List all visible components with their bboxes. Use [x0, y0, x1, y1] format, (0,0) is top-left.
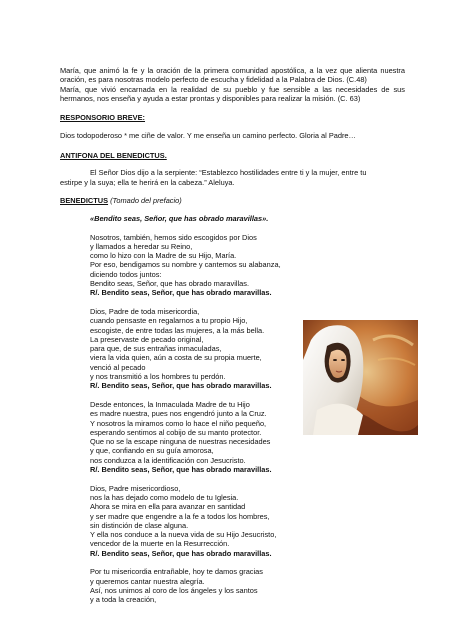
hymn-title: «Bendito seas, Señor, que has obrado maravillas». — [90, 214, 269, 223]
hymn-line: Y ella nos conduce a la nueva vida de su Hijo Jesucristo, — [90, 530, 277, 540]
hymn-line: Por tu misericordia entrañable, hoy te damos gracias — [90, 567, 263, 577]
hymn-line: venció al pecado — [90, 362, 146, 372]
intro-section — [60, 66, 405, 103]
hymn-line: y llamados a heredar su Reino, — [90, 241, 193, 251]
benedictus-heading — [60, 196, 182, 205]
hymn-refrain: R/. Bendito seas, Señor, que has obrado maravillas. — [90, 465, 272, 475]
hymn-line: La preservaste de pecado original, — [90, 334, 204, 344]
hymn-line: Así, nos unimos al coro de los ángeles y los santos — [90, 585, 258, 595]
hymn-line: Ahora se mira en ella para avanzar en santidad — [90, 502, 246, 512]
intro-paragraph-1: María, que animó la fe y la oración de la primera comunidad apostólica, a la vez que alienta nuestra oración, es para nosotras modelo perfecto de escucha y fidelidad a la Palabra de Dios. (C.48) — [60, 66, 405, 85]
antifona-line-2: estirpe y la suya; ella te herirá en la cabeza.” Aleluya. — [60, 178, 235, 187]
hymn-line: Bendito seas, Señor, que has obrado maravillas. — [90, 279, 249, 289]
hymn-line: y ser madre que engendre a la fe a todos los hombres, — [90, 511, 270, 521]
hymn-refrain: R/. Bendito seas, Señor, que has obrado maravillas. — [90, 288, 272, 298]
responsorio-heading: RESPONSORIO BREVE: — [60, 113, 146, 122]
hymn-line: nos conduzca a la identificación con Jesucristo. — [90, 455, 246, 465]
hymn-line: Dios, Padre misericordioso, — [90, 483, 181, 493]
hymn-line: Que no se la escape ninguna de nuestras necesidades — [90, 437, 271, 447]
hymn-line: Por eso, bendigamos su nombre y cantemos su alabanza, — [90, 260, 281, 270]
hymn-line: Desde entonces, la Inmaculada Madre de tu Hijo — [90, 399, 250, 409]
hymn-refrain: R/. Bendito seas, Señor, que has obrado maravillas. — [90, 548, 272, 558]
hymn — [90, 214, 320, 604]
hymn-line: escogiste, de entre todas las mujeres, a la más bella. — [90, 325, 265, 335]
hymn-line: es madre nuestra, pues nos engendró junto a la Cruz. — [90, 409, 267, 419]
hymn-line: y nos transmitió a los hombres tu perdón. — [90, 372, 226, 382]
hymn-line: diciendo todos juntos: — [90, 269, 162, 279]
antifona-line-1: El Señor Dios dijo a la serpiente: “Establezco hostilidades entre ti y la mujer, entre tu — [90, 168, 367, 177]
benedictus-label: BENEDICTUS — [60, 196, 109, 205]
antifona-heading: ANTIFONA DEL BENEDICTUS. — [60, 151, 167, 160]
hymn-line: y que, confiando en su guía amorosa, — [90, 446, 214, 456]
virgin-mary-painting — [303, 320, 418, 435]
intro-paragraph-2: María, que vivió encarnada en la realidad de su pueblo y fue sensible a las necesidades de sus hermanos, nos enseña y ayuda a estar prontas y disponibles para realizar la misión. (C. 63) — [60, 84, 405, 103]
hymn-line: vencedor de la muerte en la Resurrección. — [90, 539, 230, 549]
hymn-line: esperando sentimos al cobijo de su manto protector. — [90, 427, 262, 437]
hymn-line: y a toda la creación, — [90, 595, 157, 605]
painting-image — [303, 320, 418, 435]
hymn-line: y queremos cantar nuestra alegría. — [90, 576, 205, 586]
hymn-line: Dios, Padre de toda misericordia, — [90, 306, 200, 316]
hymn-line: viera la vida quien, aún a costa de su propia muerte, — [90, 353, 262, 363]
responsorio-text: Dios todopoderoso * me ciñe de valor. Y me enseña un camino perfecto. Gloria al Padre… — [60, 131, 356, 140]
hymn-line: nos la has dejado como modelo de tu Iglesia. — [90, 492, 239, 502]
hymn-line: Nosotros, también, hemos sido escogidos por Dios — [90, 232, 257, 242]
hymn-line: Y nosotros la miramos como lo hace el niño pequeño, — [90, 418, 267, 428]
hymn-refrain: R/. Bendito seas, Señor, que has obrado maravillas. — [90, 381, 272, 391]
hymn-line: sin distinción de clase alguna. — [90, 520, 189, 530]
hymn-line: como lo hizo con la Madre de su Hijo, María. — [90, 251, 237, 261]
benedictus-note: (Tomado del prefacio) — [108, 196, 182, 205]
hymn-line: cuando pensaste en regalarnos a tu propio Hijo, — [90, 316, 248, 326]
hymn-line: para que, de sus entrañas inmaculadas, — [90, 344, 222, 354]
